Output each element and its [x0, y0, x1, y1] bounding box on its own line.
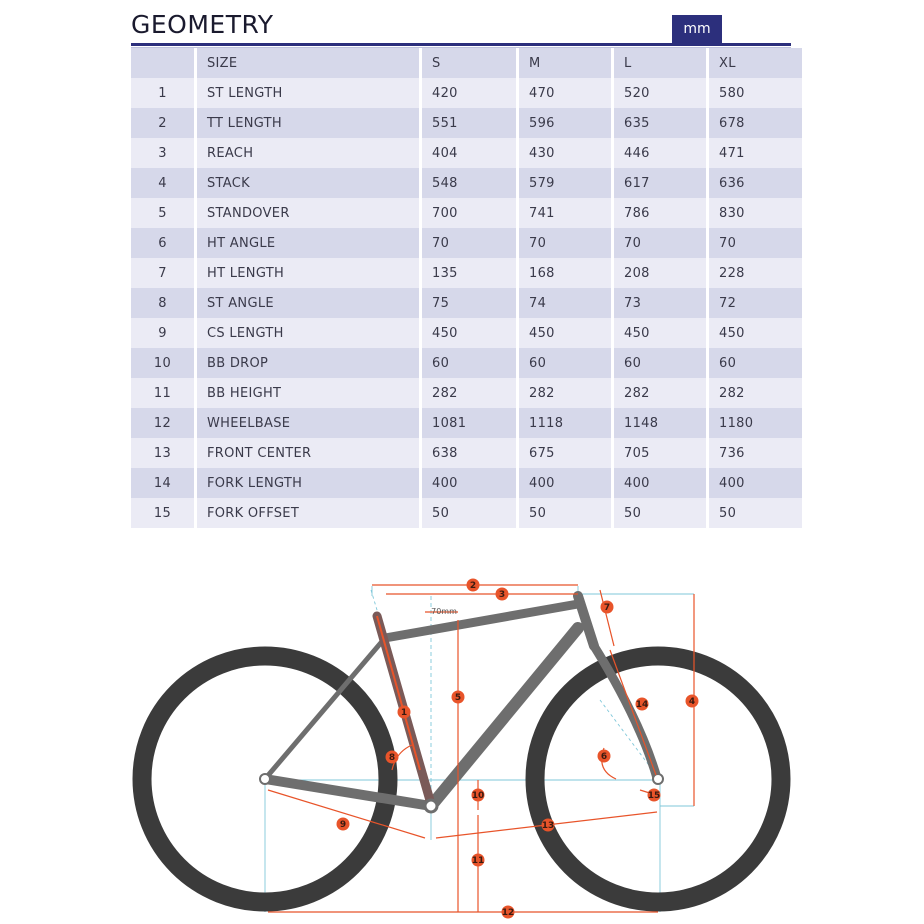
table-cell-xl: 400 — [709, 468, 802, 498]
marker-label: 5 — [454, 693, 462, 704]
table-cell-number: 12 — [131, 408, 194, 438]
table-cell-size: FRONT CENTER — [197, 438, 419, 468]
table-cell-number: 4 — [131, 168, 194, 198]
table-cell-l: 635 — [614, 108, 706, 138]
table-cell-size: BB DROP — [197, 348, 419, 378]
measurement-marker — [386, 751, 399, 764]
table-row — [131, 138, 802, 168]
table-cell-l: 60 — [614, 348, 706, 378]
table-cell-m: 168 — [519, 258, 611, 288]
front-axle — [653, 774, 663, 784]
table-row — [131, 378, 802, 408]
table-cell-size: HT ANGLE — [197, 228, 419, 258]
table-cell-xl: 50 — [709, 498, 802, 528]
table-cell-l: 1148 — [614, 408, 706, 438]
head-tube — [578, 596, 594, 646]
measurement-marker — [502, 906, 515, 919]
table-cell-s: 282 — [422, 378, 516, 408]
measurement-marker — [686, 695, 699, 708]
table-cell-m: 1118 — [519, 408, 611, 438]
table-header-row — [131, 48, 802, 78]
table-cell-m: 60 — [519, 348, 611, 378]
table-row — [131, 348, 802, 378]
table-cell-m: 430 — [519, 138, 611, 168]
table-header-m: M — [519, 48, 611, 78]
table-row — [131, 468, 802, 498]
measurement-marker — [601, 601, 614, 614]
measurement-marker — [542, 819, 555, 832]
table-cell-xl: 736 — [709, 438, 802, 468]
marker-label: 1 — [400, 708, 408, 719]
table-cell-xl: 228 — [709, 258, 802, 288]
table-cell-l: 70 — [614, 228, 706, 258]
measurement-marker — [598, 750, 611, 763]
table-cell-l: 282 — [614, 378, 706, 408]
marker-label: 3 — [498, 590, 506, 601]
table-cell-xl: 580 — [709, 78, 802, 108]
table-row — [131, 318, 802, 348]
table-row — [131, 108, 802, 138]
rear-axle — [260, 774, 270, 784]
page-title: GEOMETRY — [131, 10, 274, 39]
table-cell-number: 3 — [131, 138, 194, 168]
measurement-marker — [636, 698, 649, 711]
table-cell-size: CS LENGTH — [197, 318, 419, 348]
table-cell-size: FORK LENGTH — [197, 468, 419, 498]
table-row — [131, 438, 802, 468]
table-cell-number: 6 — [131, 228, 194, 258]
table-cell-s: 404 — [422, 138, 516, 168]
table-cell-xl: 72 — [709, 288, 802, 318]
table-cell-size: REACH — [197, 138, 419, 168]
table-cell-s: 420 — [422, 78, 516, 108]
table-cell-xl: 70 — [709, 228, 802, 258]
table-cell-s: 70 — [422, 228, 516, 258]
table-cell-l: 450 — [614, 318, 706, 348]
table-cell-size: WHEELBASE — [197, 408, 419, 438]
measurement-marker — [648, 789, 661, 802]
marker-label: 14 — [635, 700, 649, 711]
marker-label: 9 — [339, 820, 347, 831]
table-cell-l: 617 — [614, 168, 706, 198]
table-cell-s: 638 — [422, 438, 516, 468]
marker-label: 11 — [471, 856, 485, 867]
table-cell-xl: 450 — [709, 318, 802, 348]
table-cell-s: 50 — [422, 498, 516, 528]
table-cell-size: STANDOVER — [197, 198, 419, 228]
table-cell-s: 400 — [422, 468, 516, 498]
marker-label: 12 — [501, 908, 515, 919]
table-cell-s: 548 — [422, 168, 516, 198]
title-divider — [131, 43, 791, 46]
table-cell-number: 5 — [131, 198, 194, 228]
measurement-marker — [467, 579, 480, 592]
table-cell-l: 400 — [614, 468, 706, 498]
table-cell-size: TT LENGTH — [197, 108, 419, 138]
measurement-marker — [452, 691, 465, 704]
table-cell-size: ST LENGTH — [197, 78, 419, 108]
table-body — [131, 78, 802, 528]
table-cell-xl: 60 — [709, 348, 802, 378]
marker-label: 8 — [388, 753, 396, 764]
table-cell-size: STACK — [197, 168, 419, 198]
table-cell-s: 1081 — [422, 408, 516, 438]
marker-label: 7 — [603, 603, 611, 614]
table-cell-m: 596 — [519, 108, 611, 138]
table-cell-xl: 830 — [709, 198, 802, 228]
table-header-l: L — [614, 48, 706, 78]
table-cell-l: 786 — [614, 198, 706, 228]
table-row — [131, 228, 802, 258]
unit-badge[interactable]: mm — [672, 15, 722, 43]
bottom-bracket — [425, 800, 437, 812]
table-cell-number: 7 — [131, 258, 194, 288]
table-row — [131, 288, 802, 318]
table-cell-l: 208 — [614, 258, 706, 288]
table-cell-l: 520 — [614, 78, 706, 108]
table-cell-s: 450 — [422, 318, 516, 348]
measurement-marker — [472, 789, 485, 802]
marker-label: 2 — [469, 581, 477, 592]
table-header-xl: XL — [709, 48, 802, 78]
table-cell-number: 15 — [131, 498, 194, 528]
table-header-size: SIZE — [197, 48, 419, 78]
measurement-marker — [472, 854, 485, 867]
table-cell-m: 579 — [519, 168, 611, 198]
table-cell-number: 10 — [131, 348, 194, 378]
table-header-number — [131, 48, 194, 78]
table-cell-s: 135 — [422, 258, 516, 288]
marker-label: 4 — [688, 697, 696, 708]
table-cell-number: 8 — [131, 288, 194, 318]
table-row — [131, 498, 802, 528]
table-cell-xl: 636 — [709, 168, 802, 198]
marker-label: 15 — [647, 791, 661, 802]
marker-label: 13 — [541, 821, 555, 832]
marker-label: 6 — [600, 752, 608, 763]
table-cell-m: 450 — [519, 318, 611, 348]
table-cell-m: 470 — [519, 78, 611, 108]
chain-stay — [265, 779, 431, 806]
measurement-marker — [398, 706, 411, 719]
table-row — [131, 78, 802, 108]
bike-geometry-diagram — [0, 560, 924, 924]
table-cell-s: 60 — [422, 348, 516, 378]
top-tube — [385, 604, 578, 638]
table-cell-m: 74 — [519, 288, 611, 318]
table-cell-xl: 1180 — [709, 408, 802, 438]
measurement-marker — [337, 818, 350, 831]
table-cell-number: 2 — [131, 108, 194, 138]
table-cell-s: 551 — [422, 108, 516, 138]
table-cell-size: FORK OFFSET — [197, 498, 419, 528]
table-cell-xl: 678 — [709, 108, 802, 138]
table-cell-l: 73 — [614, 288, 706, 318]
table-cell-number: 14 — [131, 468, 194, 498]
table-cell-m: 70 — [519, 228, 611, 258]
table-cell-m: 741 — [519, 198, 611, 228]
marker-label: 10 — [471, 791, 485, 802]
geometry-table — [128, 48, 805, 528]
table-cell-l: 705 — [614, 438, 706, 468]
table-cell-size: BB HEIGHT — [197, 378, 419, 408]
table-header-s: S — [422, 48, 516, 78]
table-cell-s: 700 — [422, 198, 516, 228]
table-row — [131, 168, 802, 198]
table-cell-s: 75 — [422, 288, 516, 318]
table-cell-m: 675 — [519, 438, 611, 468]
table-row — [131, 408, 802, 438]
table-cell-number: 11 — [131, 378, 194, 408]
table-cell-size: HT LENGTH — [197, 258, 419, 288]
table-cell-number: 9 — [131, 318, 194, 348]
table-cell-m: 400 — [519, 468, 611, 498]
offset-label: 70mm — [431, 607, 457, 616]
measurement-marker — [496, 588, 509, 601]
table-cell-l: 50 — [614, 498, 706, 528]
table-row — [131, 258, 802, 288]
table-cell-m: 50 — [519, 498, 611, 528]
table-cell-l: 446 — [614, 138, 706, 168]
table-cell-size: ST ANGLE — [197, 288, 419, 318]
table-cell-xl: 471 — [709, 138, 802, 168]
table-cell-number: 13 — [131, 438, 194, 468]
table-row — [131, 198, 802, 228]
table-cell-xl: 282 — [709, 378, 802, 408]
table-cell-number: 1 — [131, 78, 194, 108]
table-cell-m: 282 — [519, 378, 611, 408]
